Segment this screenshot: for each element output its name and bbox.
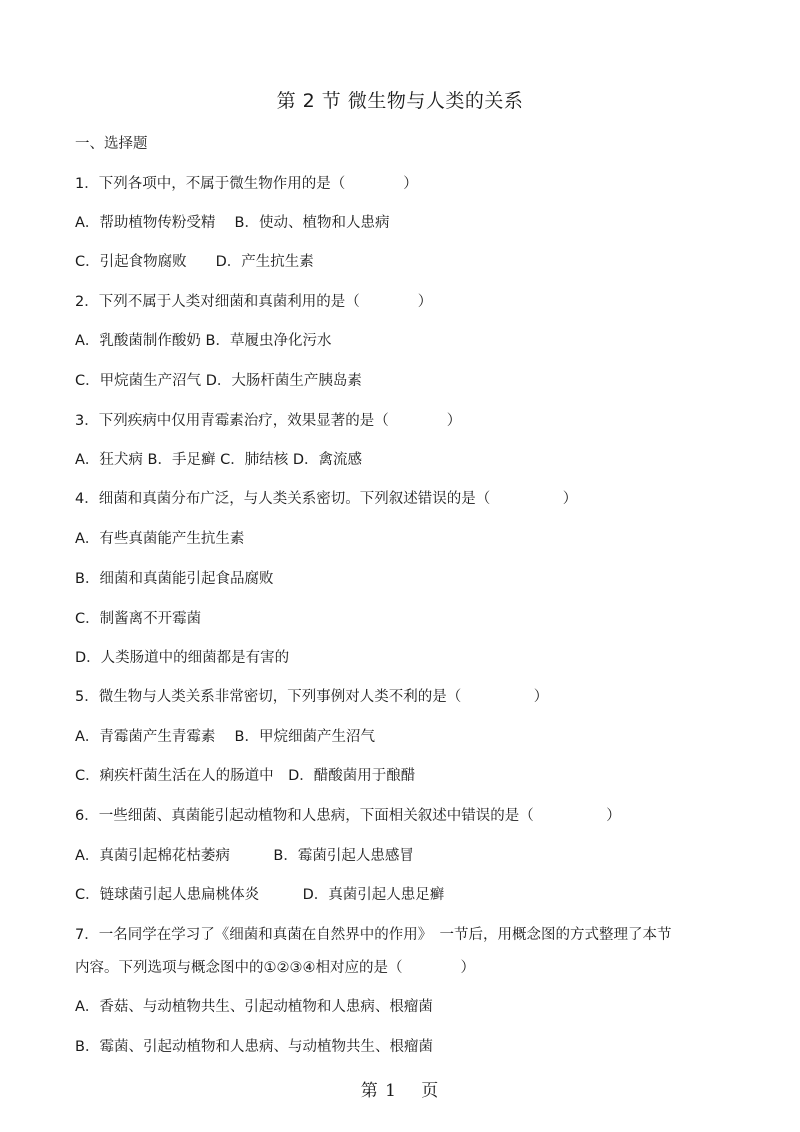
question-6: 6．一些细菌、真菌能引起动植物和人患病，下面相关叙述中错误的是（ ） [75, 808, 621, 824]
question-1-options-ab: A．帮助植物传粉受精 B．使动、植物和人患病 [75, 215, 390, 231]
question-1: 1．下列各项中，不属于微生物作用的是（ ） [75, 176, 418, 192]
question-3: 3．下列疾病中仅用青霉素治疗，效果显著的是（ ） [75, 413, 462, 429]
question-5-options-cd: C．痢疾杆菌生活在人的肠道中 D．醋酸菌用于酿醋 [75, 768, 416, 784]
question-6-options-ab: A．真菌引起棉花枯萎病 B．霉菌引起人患感冒 [75, 848, 414, 864]
page-title: 第 2 节 微生物与人类的关系 [276, 90, 524, 112]
question-7-option-b: B．霉菌、引起动植物和人患病、与动植物共生、根瘤菌 [75, 1039, 433, 1055]
section-heading: 一、选择题 [75, 136, 148, 152]
question-2-options-ab: A．乳酸菌制作酸奶 B．草履虫净化污水 [75, 333, 332, 349]
question-7: 7．一名同学在学习了《细菌和真菌在自然界中的作用》 一节后，用概念图的方式整理了本节 [75, 927, 672, 943]
question-2: 2．下列不属于人类对细菌和真菌利用的是（ ） [75, 294, 433, 310]
question-4-option-c: C．制酱离不开霉菌 [75, 611, 202, 627]
page-number: 第 1 页 [360, 1081, 440, 1101]
question-4: 4．细菌和真菌分布广泛，与人类关系密切。下列叙述错误的是（ ） [75, 491, 578, 507]
question-4-option-b: B．细菌和真菌能引起食品腐败 [75, 571, 274, 587]
question-4-option-d: D．人类肠道中的细菌都是有害的 [75, 650, 290, 666]
question-4-option-a: A．有些真菌能产生抗生素 [75, 531, 245, 547]
question-5-options-ab: A．青霉菌产生青霉素 B．甲烷细菌产生沼气 [75, 729, 375, 745]
question-2-options-cd: C．甲烷菌生产沼气 D．大肠杆菌生产胰岛素 [75, 373, 362, 389]
question-6-options-cd: C．链球菌引起人患扁桃体炎 D．真菌引起人患足癣 [75, 887, 445, 903]
question-7-option-a: A．香菇、与动植物共生、引起动植物和人患病、根瘤菌 [75, 999, 433, 1015]
question-1-options-cd: C．引起食物腐败 D．产生抗生素 [75, 254, 314, 270]
question-3-options: A．狂犬病 B．手足癣 C．肺结核 D．禽流感 [75, 452, 362, 468]
question-5: 5．微生物与人类关系非常密切，下列事例对人类不利的是（ ） [75, 689, 549, 705]
question-7-continued: 内容。下列选项与概念图中的①②③④相对应的是（ ） [75, 960, 475, 976]
